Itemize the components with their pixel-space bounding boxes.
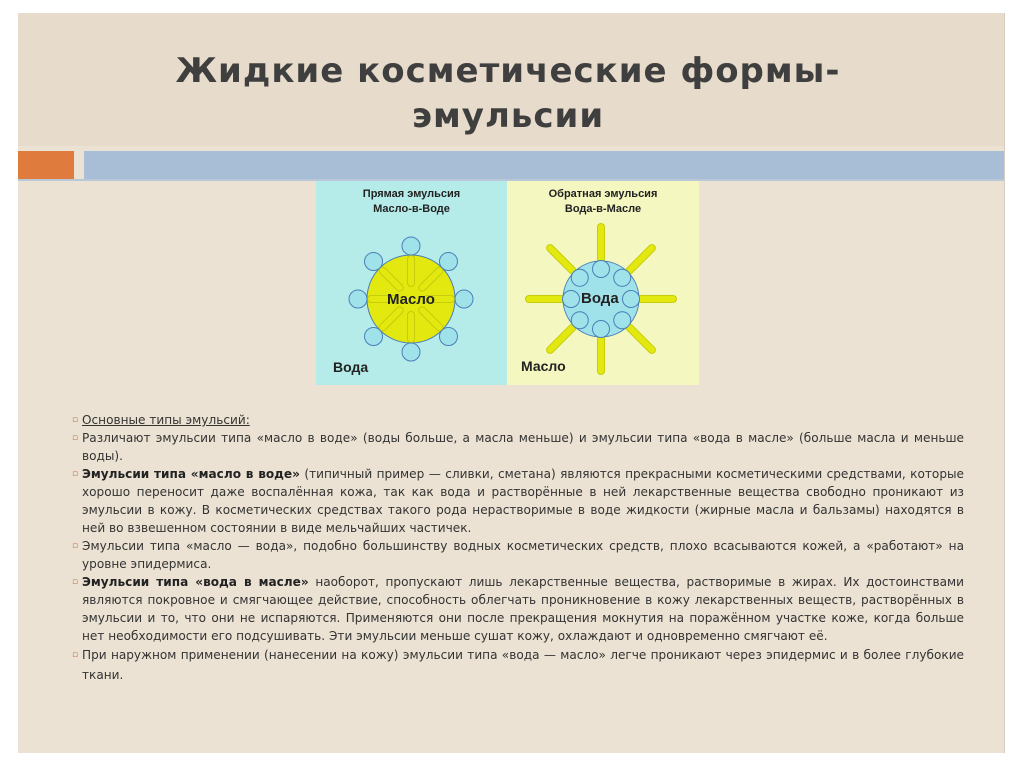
water-in-oil-text: наоборот, пропускают лишь лекарственные вещества, растворимые в жирах. Их достоинствами являются покровное и смягчающее действие, способность облегчать проникновение в кожу лекарственных веществ, растворённых в эмульсии и то, что они не испаряются. Применяются они после прекращения мокнутия на поражённом участке коже, когда больше нет необходимости его подсушивать. Эти эмульсии меньше сушат кожу, охлаждают и одновременно смягчают её. [82,575,964,643]
water-corner-label: Вода [333,359,369,375]
oil-in-water-term: Эмульсии типа «масло в воде» [82,467,300,481]
surfactant-head [365,253,383,271]
oil-in-water-title-1: Прямая эмульсия [362,188,461,200]
surfactant-head [593,261,610,278]
title-line-2: эмульсии [411,96,605,136]
surfactant-head [571,312,588,329]
accent-bar-blue [84,151,1004,179]
bullet-icon: ▫ [72,433,79,443]
title-line-1: Жидкие косметические формы- [175,51,841,91]
water-in-oil-title-2: Вода-в-Масле [564,203,642,215]
surfactant-tail-fill [550,327,573,350]
oil-droplet-illustration [316,181,507,385]
water-in-oil-panel [507,181,699,385]
oil-in-water-panel [316,181,507,385]
surfactant-head [402,237,420,255]
bullet-icon: ▫ [72,577,79,587]
surfactant-head [614,269,631,286]
oil-in-water-text: (типичный пример — сливки, сметана) являются прекрасными косметическими средствами, которые хорошо переносит даже воспалённая кожа, так как вода и растворённые в ней лекарственные вещества свободно проникают из эмульсии в кожу. В косметических средствах такого рода нерастворимые в воде жидкости (жирные масла и бальзамы) находятся в ней во взвешенном состоянии в виде мельчайших частичек. [82,467,964,535]
absorption-text: Эмульсии типа «масло — вода», подобно большинству водных косметических средств, плохо всасываются кожей, а «работают» на уровне эпидермиса. [82,539,964,571]
bullet-icon: ▫ [72,415,79,425]
surfactant-tail-fill [629,248,652,271]
application-text: При наружном применении (нанесении на кожу) эмульсии типа «вода — масло» легче проникают через эпидермис и в более глубокие ткани. [82,648,964,682]
surfactant-head [563,291,580,308]
paragraph-types [72,429,964,465]
title-band [18,13,1004,146]
surfactant-tail-fill [550,248,573,271]
bullet-icon: ▫ [72,650,79,660]
paragraph-water-in-oil [72,573,964,645]
water-in-oil-title-1: Обратная эмульсия [548,188,658,200]
paragraph-absorption [72,537,964,573]
surfactant-head [402,343,420,361]
surfactant-head [439,253,457,271]
paragraph-oil-in-water [72,465,964,537]
surfactant-head [623,291,640,308]
oil-in-water-title-2: Масло-в-Воде [373,203,450,215]
body-text [72,411,964,685]
types-heading-text: Основные типы эмульсий: [82,413,250,427]
paragraph-types-heading [72,411,964,429]
surfactant-head [455,290,473,308]
water-droplet-illustration [507,181,699,385]
types-text: Различают эмульсии типа «масло в воде» (воды больше, а масла меньше) и эмульсии типа «вода в масле» (больше масла и меньше воды). [82,431,964,463]
oil-center-label: Масло [387,291,435,308]
surfactant-tail-fill [629,327,652,350]
accent-bar-orange [18,151,74,179]
oil-corner-label: Масло [521,358,566,374]
surfactant-head [439,327,457,345]
water-center-label: Вода [581,290,619,307]
slide [18,13,1005,753]
surfactant-head [593,321,610,338]
bullet-icon: ▫ [72,469,79,479]
paragraph-application [72,645,964,685]
emulsion-diagram [316,181,699,385]
surfactant-head [349,290,367,308]
surfactant-head [571,269,588,286]
bullet-icon: ▫ [72,541,79,551]
slide-title [78,49,938,139]
water-in-oil-term: Эмульсии типа «вода в масле» [82,575,309,589]
surfactant-head [365,327,383,345]
surfactant-head [614,312,631,329]
